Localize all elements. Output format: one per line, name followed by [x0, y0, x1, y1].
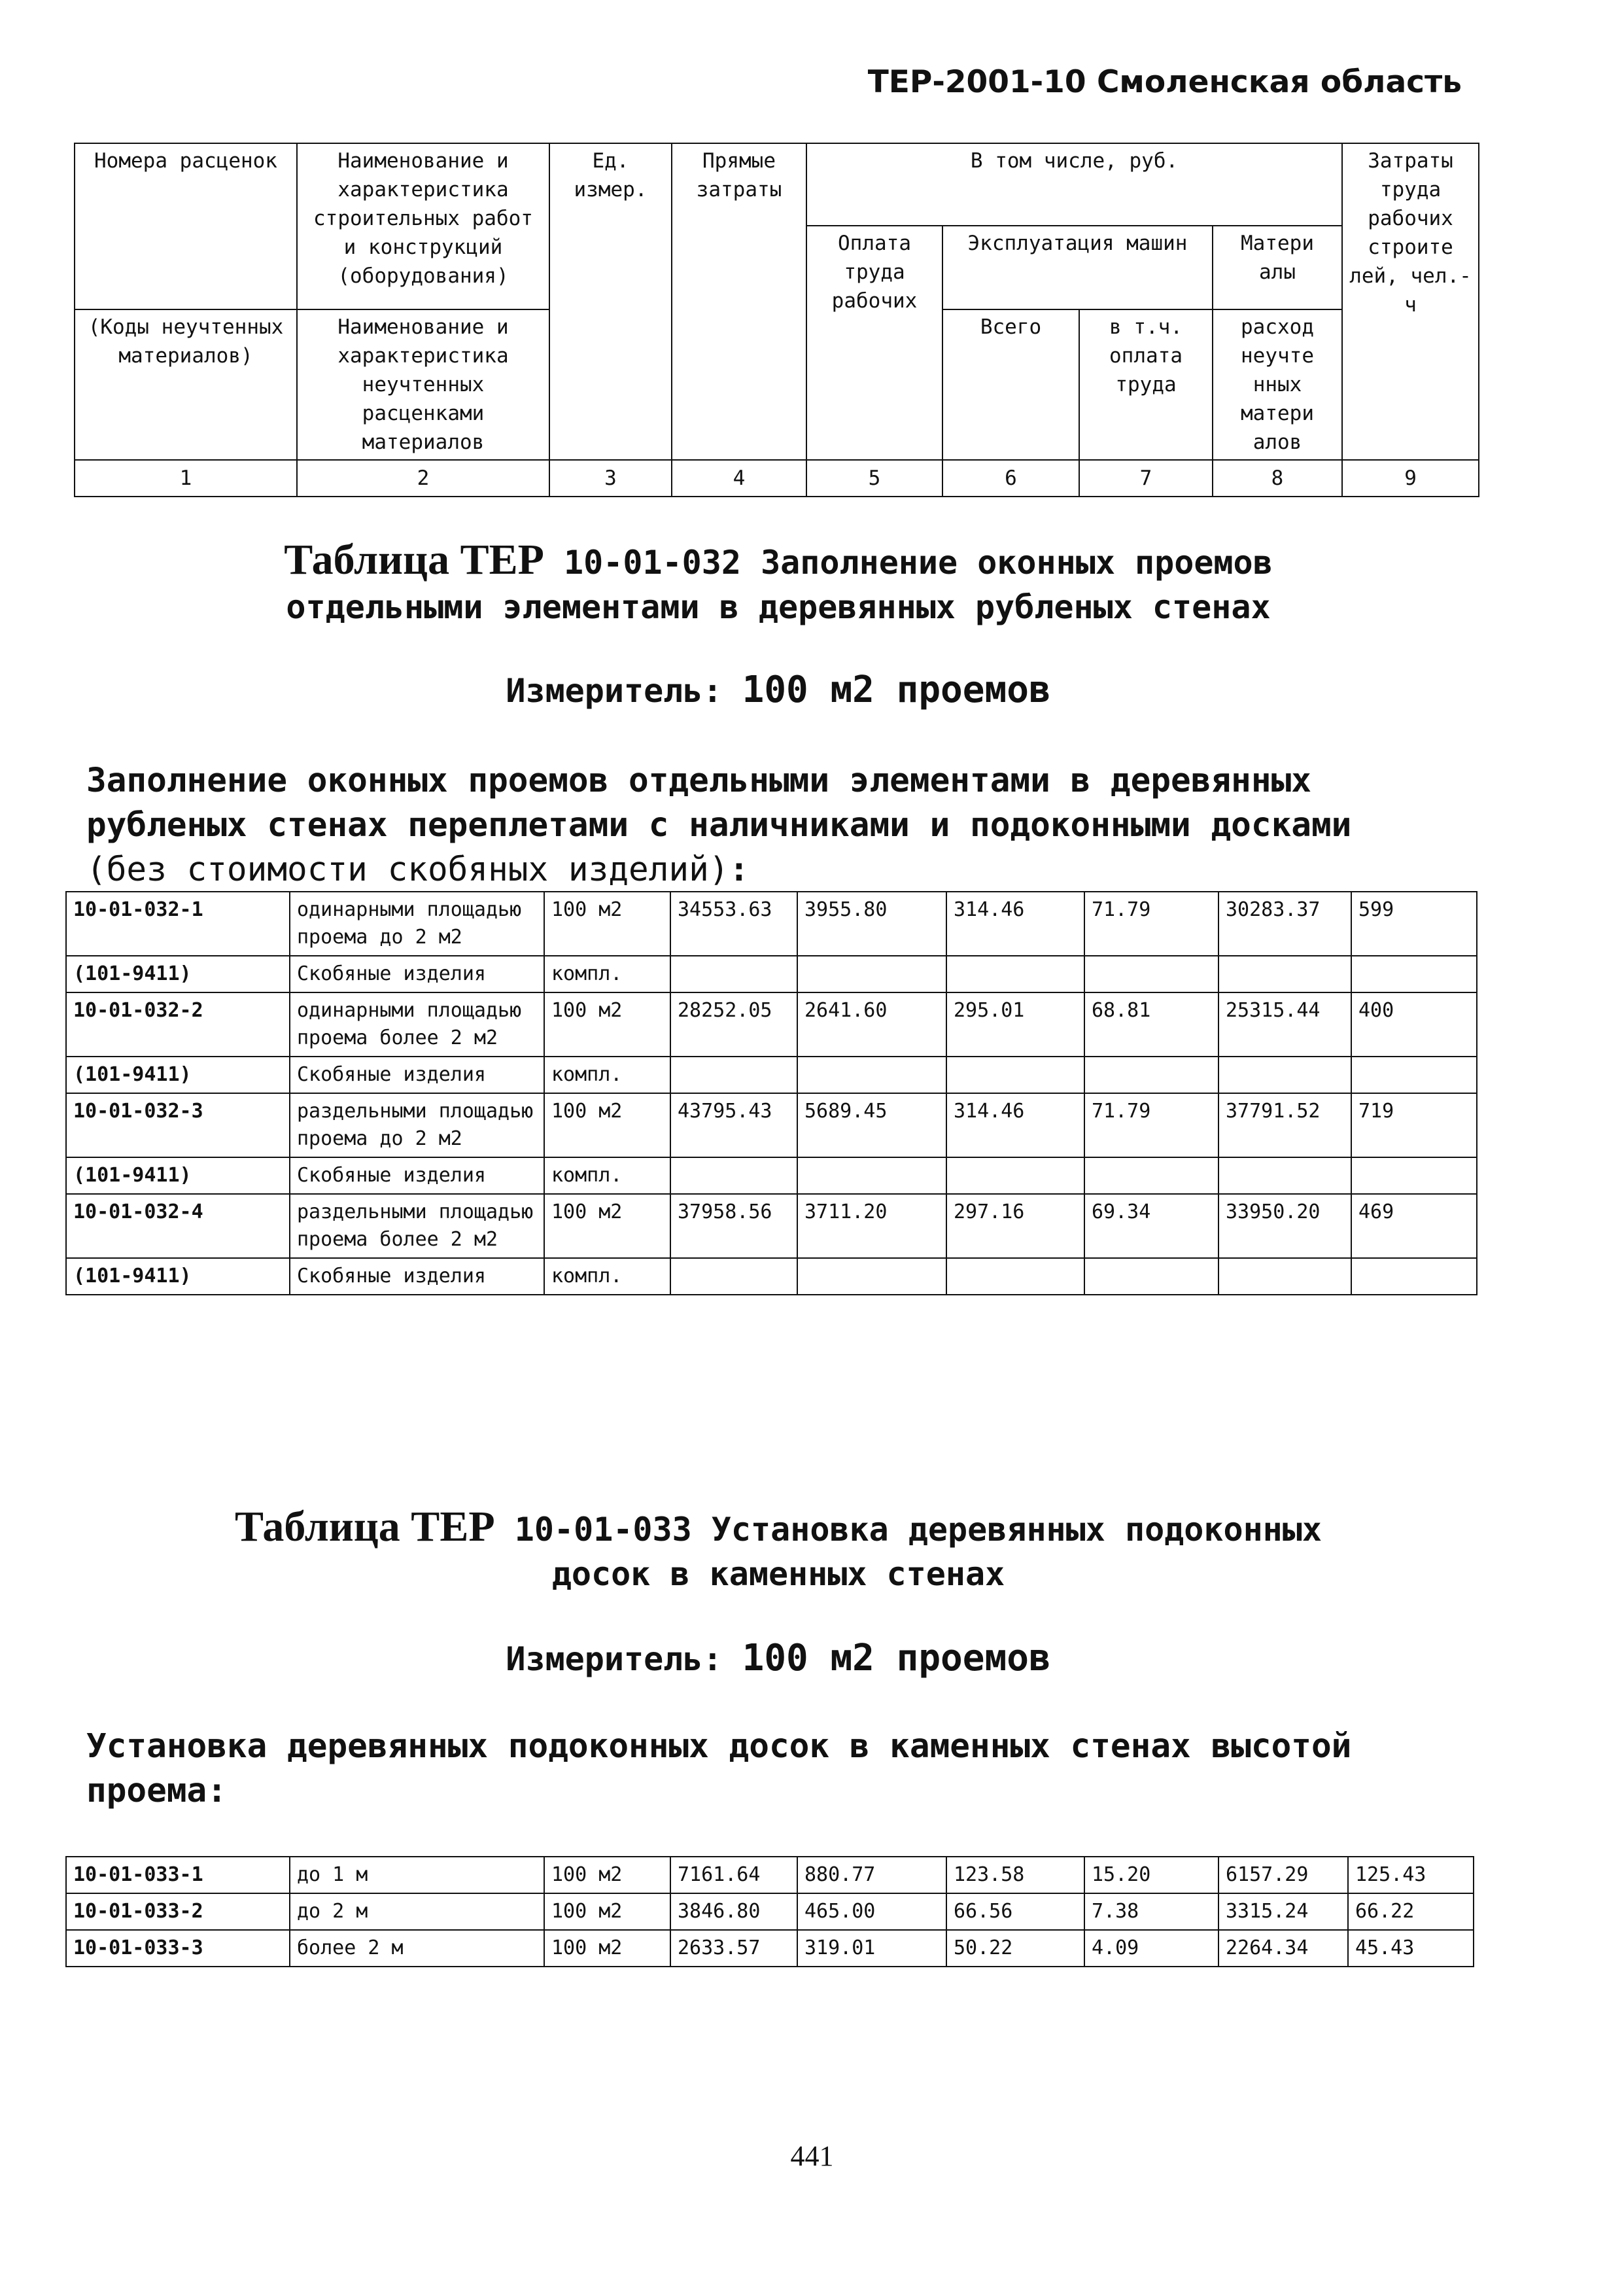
- table-row: [66, 1857, 1474, 1893]
- unit-cell: компл.: [544, 1258, 670, 1295]
- unit-cell: 100 м2: [544, 1093, 670, 1157]
- table-032-data: [65, 891, 1477, 1295]
- unit-cell: компл.: [544, 956, 670, 992]
- header-labor-hours: Затраты труда рабочих строите лей, чел.-ч: [1342, 143, 1479, 460]
- machine-total-cell: [946, 956, 1084, 992]
- name-cell: одинарными площадью проема до 2 м2: [290, 892, 544, 956]
- column-number: 9: [1342, 460, 1479, 497]
- table-033-meter: [78, 1637, 1478, 1679]
- meter-value: 100 м2 проемов: [742, 1637, 1051, 1679]
- machine-wages-cell: 7.38: [1084, 1893, 1218, 1930]
- machine-wages-cell: [1084, 956, 1218, 992]
- name-cell: до 1 м: [290, 1857, 544, 1893]
- labor-hours-cell: 599: [1351, 892, 1477, 956]
- rate-code-cell: (101-9411): [66, 1157, 290, 1194]
- machine-total-cell: 295.01: [946, 992, 1084, 1057]
- rate-code-cell: 10-01-032-2: [66, 992, 290, 1057]
- header-unaccounted-name: Наименование и характеристика неучтенных расценками материалов: [297, 309, 549, 460]
- materials-cell: 33950.20: [1218, 1194, 1351, 1258]
- rate-code-cell: 10-01-032-4: [66, 1194, 290, 1258]
- subtitle-colon: :: [729, 850, 750, 889]
- unit-cell: 100 м2: [544, 992, 670, 1057]
- direct-costs-cell: 3846.80: [670, 1893, 797, 1930]
- table-row: [66, 1157, 1477, 1194]
- labor-hours-cell: [1351, 956, 1477, 992]
- unit-cell: 100 м2: [544, 1194, 670, 1258]
- table-032-title-line2: отдельными элементами в деревянных рубленых стенах: [286, 588, 1271, 626]
- machine-total-cell: 123.58: [946, 1857, 1084, 1893]
- header-unaccounted-codes: (Коды неучтенных материалов): [75, 309, 297, 460]
- table-row: [66, 1093, 1477, 1157]
- column-number: 5: [806, 460, 942, 497]
- materials-cell: 3315.24: [1218, 1893, 1348, 1930]
- name-cell: Скобяные изделия: [290, 1157, 544, 1194]
- wages-cell: [797, 956, 946, 992]
- meter-value: 100 м2 проемов: [742, 669, 1051, 711]
- materials-cell: 2264.34: [1218, 1930, 1348, 1967]
- header-machine-total: Всего: [942, 309, 1079, 460]
- table-row: [66, 892, 1477, 956]
- machine-total-cell: 314.46: [946, 1093, 1084, 1157]
- table-033-title-line1: 10-01-033 Установка деревянных подоконных: [514, 1511, 1322, 1549]
- running-head: ТЕР-2001-10 Смоленская область: [867, 64, 1462, 100]
- name-cell: раздельными площадью проема до 2 м2: [290, 1093, 544, 1157]
- wages-cell: 3711.20: [797, 1194, 946, 1258]
- materials-cell: [1218, 956, 1351, 992]
- header-rate-number: Номера расценок: [75, 143, 297, 309]
- machine-wages-cell: 71.79: [1084, 1093, 1218, 1157]
- column-number: 2: [297, 460, 549, 497]
- rate-code-cell: (101-9411): [66, 956, 290, 992]
- rate-code-cell: 10-01-032-3: [66, 1093, 290, 1157]
- name-cell: одинарными площадью проема более 2 м2: [290, 992, 544, 1057]
- column-number: 8: [1213, 460, 1342, 497]
- table-032-title-line1: 10-01-032 Заполнение оконных проемов: [564, 544, 1273, 582]
- direct-costs-cell: [670, 956, 797, 992]
- meter-label: Измеритель:: [506, 672, 723, 710]
- name-cell: более 2 м: [290, 1930, 544, 1967]
- column-number: 7: [1079, 460, 1213, 497]
- direct-costs-cell: 2633.57: [670, 1930, 797, 1967]
- wages-cell: 465.00: [797, 1893, 946, 1930]
- labor-hours-cell: 400: [1351, 992, 1477, 1057]
- header-work-name: Наименование и характеристика строительных работ и конструкций (оборудования): [297, 143, 549, 309]
- materials-cell: [1218, 1057, 1351, 1093]
- wages-cell: 880.77: [797, 1857, 946, 1893]
- rate-code-cell: (101-9411): [66, 1057, 290, 1093]
- machine-wages-cell: [1084, 1157, 1218, 1194]
- table-033-title-line2: досок в каменных стенах: [551, 1555, 1005, 1593]
- direct-costs-cell: [670, 1057, 797, 1093]
- table-032-title-prefix: Таблица ТЕР: [284, 536, 544, 584]
- table-row: [66, 1194, 1477, 1258]
- header-direct-costs: Прямые затраты: [672, 143, 806, 460]
- table-row: [66, 956, 1477, 992]
- machine-wages-cell: [1084, 1258, 1218, 1295]
- rate-code-cell: (101-9411): [66, 1258, 290, 1295]
- materials-cell: [1218, 1157, 1351, 1194]
- table-032-title: [78, 538, 1478, 629]
- column-number: 3: [549, 460, 672, 497]
- labor-hours-cell: 719: [1351, 1093, 1477, 1157]
- wages-cell: 3955.80: [797, 892, 946, 956]
- table-row: [66, 1057, 1477, 1093]
- machine-wages-cell: [1084, 1057, 1218, 1093]
- wages-cell: 2641.60: [797, 992, 946, 1057]
- wages-cell: [797, 1157, 946, 1194]
- materials-cell: 37791.52: [1218, 1093, 1351, 1157]
- unit-cell: 100 м2: [544, 1857, 670, 1893]
- labor-hours-cell: [1351, 1157, 1477, 1194]
- page-number: 441: [790, 2140, 834, 2172]
- rate-code-cell: 10-01-033-3: [66, 1930, 290, 1967]
- materials-cell: [1218, 1258, 1351, 1295]
- wages-cell: 319.01: [797, 1930, 946, 1967]
- labor-hours-cell: 469: [1351, 1194, 1477, 1258]
- subtitle-note-text: (без стоимости скобяных изделий): [86, 850, 729, 889]
- header-machine-wages: в т.ч. оплата труда: [1079, 309, 1213, 460]
- materials-cell: 25315.44: [1218, 992, 1351, 1057]
- machine-wages-cell: 4.09: [1084, 1930, 1218, 1967]
- unit-cell: 100 м2: [544, 1893, 670, 1930]
- wages-cell: 5689.45: [797, 1093, 946, 1157]
- header-unaccounted-materials: расход неучте нных матери алов: [1213, 309, 1342, 460]
- table-032-subtitle: [86, 759, 1421, 892]
- table-033-subtitle: Установка деревянных подоконных досок в каменных стенах высотой проема:: [86, 1727, 1352, 1810]
- materials-cell: 30283.37: [1218, 892, 1351, 956]
- unit-cell: компл.: [544, 1057, 670, 1093]
- unit-cell: компл.: [544, 1157, 670, 1194]
- unit-cell: 100 м2: [544, 892, 670, 956]
- table-row: [66, 1930, 1474, 1967]
- wages-cell: [797, 1057, 946, 1093]
- machine-wages-cell: 69.34: [1084, 1194, 1218, 1258]
- direct-costs-cell: 28252.05: [670, 992, 797, 1057]
- table-033-title: [78, 1505, 1478, 1596]
- machine-wages-cell: 71.79: [1084, 892, 1218, 956]
- unit-cell: 100 м2: [544, 1930, 670, 1967]
- column-number: 6: [942, 460, 1079, 497]
- table-row: [66, 1893, 1474, 1930]
- machine-total-cell: 50.22: [946, 1930, 1084, 1967]
- name-cell: Скобяные изделия: [290, 1057, 544, 1093]
- machine-total-cell: [946, 1258, 1084, 1295]
- direct-costs-cell: 7161.64: [670, 1857, 797, 1893]
- direct-costs-cell: [670, 1157, 797, 1194]
- machine-total-cell: [946, 1057, 1084, 1093]
- meter-label: Измеритель:: [506, 1640, 723, 1678]
- machine-total-cell: 66.56: [946, 1893, 1084, 1930]
- column-number: 4: [672, 460, 806, 497]
- rate-code-cell: 10-01-033-1: [66, 1857, 290, 1893]
- header-materials: Матери алы: [1213, 226, 1342, 309]
- labor-hours-cell: [1351, 1057, 1477, 1093]
- direct-costs-cell: 43795.43: [670, 1093, 797, 1157]
- column-number: 1: [75, 460, 297, 497]
- machine-wages-cell: 68.81: [1084, 992, 1218, 1057]
- subtitle-bold-text: Заполнение оконных проемов отдельными элементами в деревянных рубленых стенах переплетами с наличниками и подоконными досками: [86, 762, 1352, 845]
- table-row: [66, 992, 1477, 1057]
- table-033-title-prefix: Таблица ТЕР: [234, 1503, 495, 1550]
- labor-hours-cell: 125.43: [1348, 1857, 1474, 1893]
- name-cell: Скобяные изделия: [290, 956, 544, 992]
- machine-total-cell: 314.46: [946, 892, 1084, 956]
- header-including: В том числе, руб.: [806, 143, 1342, 226]
- rate-code-cell: 10-01-033-2: [66, 1893, 290, 1930]
- machine-total-cell: 297.16: [946, 1194, 1084, 1258]
- table-row: [66, 1258, 1477, 1295]
- direct-costs-cell: 37958.56: [670, 1194, 797, 1258]
- table-032-meter: [78, 669, 1478, 711]
- direct-costs-cell: [670, 1258, 797, 1295]
- header-wages: Оплата труда рабочих: [806, 226, 942, 460]
- rate-code-cell: 10-01-032-1: [66, 892, 290, 956]
- header-machine-operation: Эксплуатация машин: [942, 226, 1213, 309]
- name-cell: раздельными площадью проема более 2 м2: [290, 1194, 544, 1258]
- table-033-data: [65, 1856, 1474, 1967]
- labor-hours-cell: 45.43: [1348, 1930, 1474, 1967]
- machine-total-cell: [946, 1157, 1084, 1194]
- direct-costs-cell: 34553.63: [670, 892, 797, 956]
- wages-cell: [797, 1258, 946, 1295]
- machine-wages-cell: 15.20: [1084, 1857, 1218, 1893]
- labor-hours-cell: 66.22: [1348, 1893, 1474, 1930]
- labor-hours-cell: [1351, 1258, 1477, 1295]
- materials-cell: 6157.29: [1218, 1857, 1348, 1893]
- column-header-table: [74, 143, 1479, 497]
- name-cell: Скобяные изделия: [290, 1258, 544, 1295]
- header-unit: Ед. измер.: [549, 143, 672, 460]
- name-cell: до 2 м: [290, 1893, 544, 1930]
